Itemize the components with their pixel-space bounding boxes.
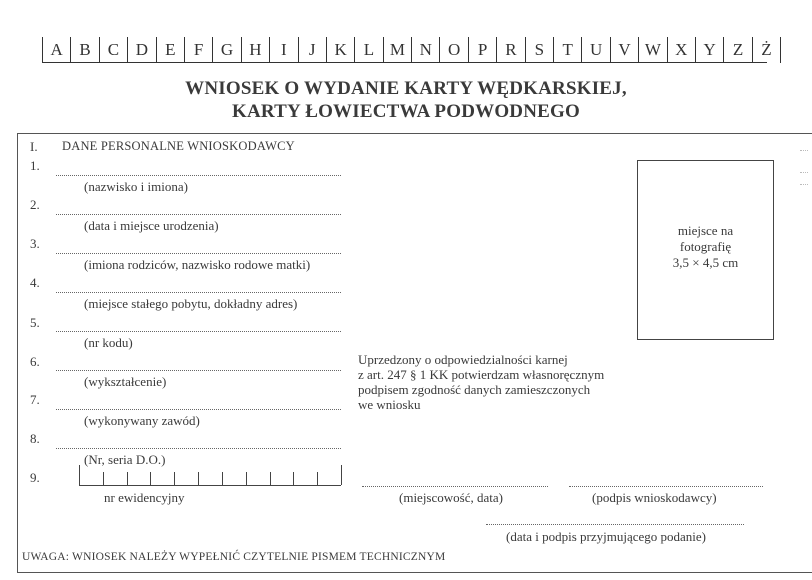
field-line[interactable] [56, 448, 341, 449]
applicant-signature-line[interactable] [569, 486, 763, 487]
photo-placeholder [637, 160, 774, 340]
warning-note: UWAGA: WNIOSEK NALEŻY WYPEŁNIĆ CZYTELNIE PISMEM TECHNICZNYM [22, 551, 446, 563]
evidence-number-boxes[interactable] [79, 466, 341, 486]
alphabet-letter: T [554, 37, 582, 63]
evidence-box-divider [293, 472, 294, 485]
section-heading: DANE PERSONALNE WNIOSKODAWCY [62, 139, 295, 153]
evidence-box-divider [270, 472, 271, 485]
alphabet-letter: O [440, 37, 468, 63]
alphabet-letter: X [668, 37, 696, 63]
declaration-text [358, 352, 604, 412]
field-label: (nazwisko i imiona) [84, 179, 188, 194]
form-title-line-1: WNIOSEK O WYDANIE KARTY WĘDKARSKIEJ, [185, 78, 627, 99]
place-date-line[interactable] [362, 486, 548, 487]
field-line[interactable] [56, 370, 341, 371]
field-label: (data i miejsce urodzenia) [84, 218, 219, 233]
field-label: (nr kodu) [84, 335, 133, 350]
alphabet-letter: Ż [753, 37, 781, 63]
evidence-box-divider [246, 472, 247, 485]
evidence-number-label: 9. [30, 470, 40, 485]
field-number: 6. [30, 354, 40, 369]
alphabet-letter: U [582, 37, 610, 63]
field-number: 1. [30, 158, 40, 173]
evidence-box-divider [317, 472, 318, 485]
field-label: (Nr, seria D.O.) [84, 452, 166, 467]
evidence-box-divider [174, 472, 175, 485]
field-line[interactable] [56, 253, 341, 254]
field-line[interactable] [56, 214, 341, 215]
field-line[interactable] [56, 331, 341, 332]
declaration-line-2: z art. 247 § 1 KK potwierdzam własnoręcznym [358, 367, 605, 382]
field-line[interactable] [56, 292, 341, 293]
declaration-line-4: we wniosku [358, 397, 421, 412]
evidence-caption: nr ewidencyjny [104, 490, 185, 505]
evidence-box-divider [79, 465, 80, 485]
field-number: 7. [30, 392, 40, 407]
scan-mark [800, 172, 808, 173]
alphabet-baseline [42, 62, 767, 63]
alphabet-letter: W [639, 37, 667, 63]
alphabet-letter: S [526, 37, 554, 63]
evidence-box-divider [198, 472, 199, 485]
field-line[interactable] [56, 175, 341, 176]
alphabet-letter: L [355, 37, 383, 63]
alphabet-letter: A [43, 37, 71, 63]
alphabet-letter: P [469, 37, 497, 63]
evidence-box-divider [150, 472, 151, 485]
alphabet-letter: Z [724, 37, 752, 63]
place-date-caption: (miejscowość, data) [399, 490, 503, 505]
field-number: 4. [30, 275, 40, 290]
photo-text-line-3: 3,5 × 4,5 cm [672, 255, 739, 270]
field-label: (wykonywany zawód) [84, 413, 200, 428]
alphabet-letter: M [384, 37, 412, 63]
photo-text-line-1: miejsce na [677, 223, 734, 238]
alphabet-letter: V [611, 37, 639, 63]
photo-text-line-2: fotografię [679, 239, 732, 254]
evidence-box-divider [341, 465, 342, 485]
alphabet-letter: F [185, 37, 213, 63]
field-label: (wykształcenie) [84, 374, 167, 389]
alphabet-letter: I [270, 37, 298, 63]
alphabet-letter: N [412, 37, 440, 63]
scan-mark [800, 184, 808, 185]
field-number: 8. [30, 431, 40, 446]
form-title-line-2: KARTY ŁOWIECTWA PODWODNEGO [232, 101, 580, 122]
receiver-signature-caption: (data i podpis przyjmującego podanie) [506, 529, 706, 544]
evidence-box-divider [103, 472, 104, 485]
alphabet-letter: K [327, 37, 355, 63]
evidence-box-divider [222, 472, 223, 485]
alphabet-letter: G [213, 37, 241, 63]
alphabet-letter: J [299, 37, 327, 63]
alphabet-letter: D [128, 37, 156, 63]
alphabet-index [42, 37, 781, 63]
field-label: (imiona rodziców, nazwisko rodowe matki) [84, 257, 311, 272]
declaration-line-3: podpisem zgodność danych zamieszczonych [358, 382, 591, 397]
alphabet-letter: C [100, 37, 128, 63]
field-number: 3. [30, 236, 40, 251]
field-number: 5. [30, 315, 40, 330]
evidence-box-divider [127, 472, 128, 485]
alphabet-letter: H [242, 37, 270, 63]
alphabet-letter: Y [696, 37, 724, 63]
receiver-signature-line[interactable] [486, 524, 744, 525]
scan-mark [800, 150, 808, 151]
alphabet-letter: R [497, 37, 525, 63]
section-number: I. [30, 139, 38, 154]
field-line[interactable] [56, 409, 341, 410]
applicant-signature-caption: (podpis wnioskodawcy) [592, 490, 717, 505]
field-label: (miejsce stałego pobytu, dokładny adres) [84, 296, 298, 311]
declaration-line-1: Uprzedzony o odpowiedzialności karnej [358, 352, 568, 367]
alphabet-letter: B [71, 37, 99, 63]
field-number: 2. [30, 197, 40, 212]
alphabet-letter: E [157, 37, 185, 63]
